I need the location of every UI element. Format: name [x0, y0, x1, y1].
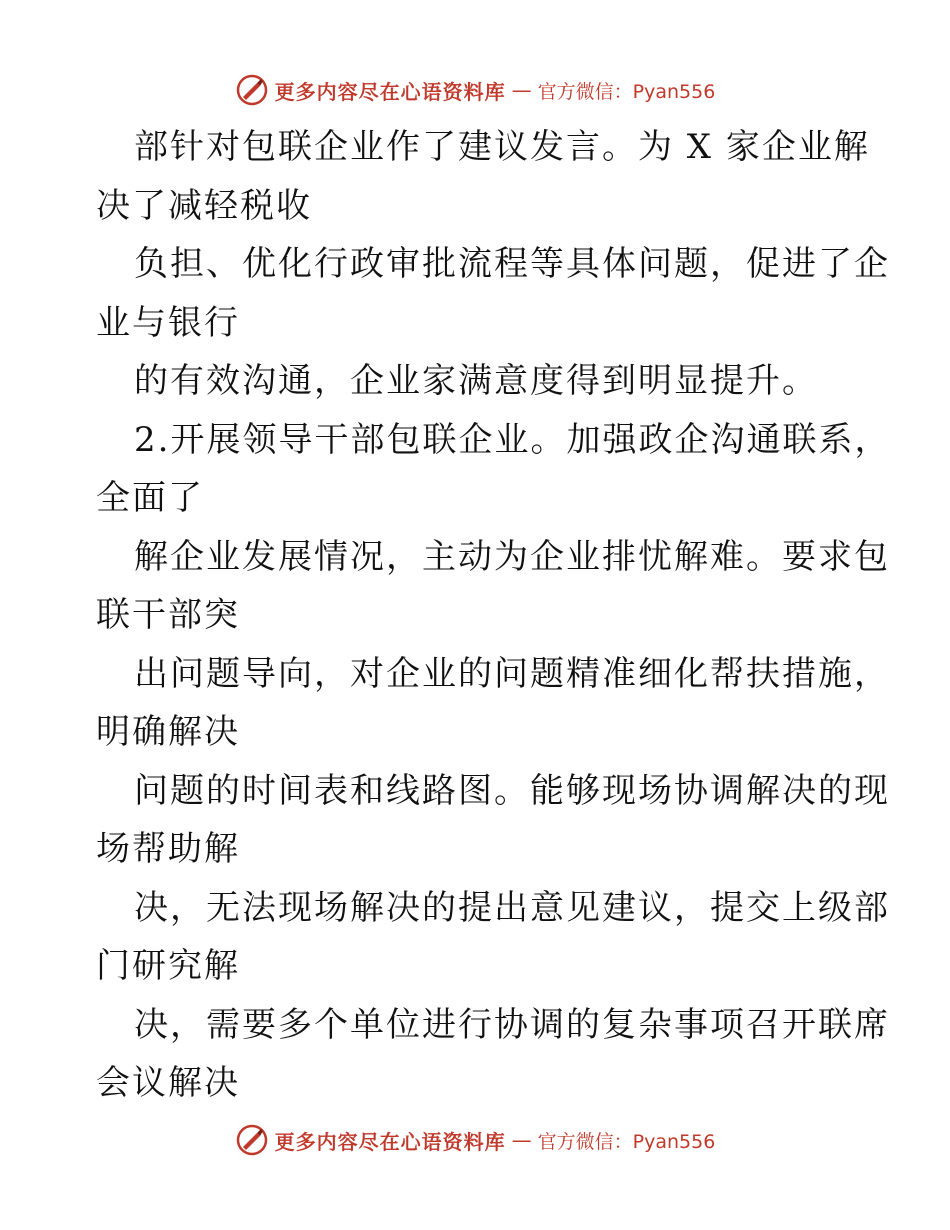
text-line: 的有效沟通，企业家满意度得到明显提升。	[134, 361, 818, 401]
text-line: 问题的时间表和线路图。能够现场协调解决的现	[134, 770, 890, 811]
text-line: 解企业发展情况，主动为企业排忧解难。要求包	[134, 536, 890, 577]
watermark-text: 更多内容尽在心语资料库	[274, 1129, 506, 1154]
watermark-separator: —	[511, 1128, 532, 1152]
text-line: 决，无法现场解决的提出意见建议，提交上级部	[134, 887, 890, 928]
text-line: 业与银行	[96, 302, 240, 343]
header-watermark	[0, 70, 950, 110]
text-line: 部针对包联企业作了建议发言。为 X 家企业解	[134, 127, 870, 167]
text-line: 负担、优化行政审批流程等具体问题，促进了企	[134, 244, 890, 284]
text-line: 2.开展领导干部包联企业。加强政企沟通联系，	[134, 419, 891, 460]
text-line: 门研究解	[96, 946, 240, 986]
pen-logo-icon	[235, 1123, 269, 1157]
watermark-text: 更多内容尽在心语资料库	[274, 79, 506, 104]
text-line: 联干部突	[96, 595, 240, 635]
text-line: 决了减轻税收	[96, 185, 312, 226]
footer-watermark	[0, 1120, 950, 1160]
document-body	[96, 118, 891, 1113]
text-line: 出问题导向，对企业的问题精准细化帮扶措施，	[134, 653, 890, 694]
text-line: 场帮助解	[96, 829, 240, 869]
watermark-wechat: 官方微信：Pyan556	[537, 80, 716, 103]
pen-logo-icon	[235, 73, 269, 107]
text-line: 会议解决	[96, 1063, 240, 1103]
watermark-separator: —	[511, 78, 532, 102]
text-line: 决，需要多个单位进行协调的复杂事项召开联席	[134, 1004, 890, 1045]
text-line: 明确解决	[96, 712, 240, 752]
text-line: 全面了	[96, 478, 204, 518]
watermark-wechat: 官方微信：Pyan556	[537, 1130, 716, 1153]
